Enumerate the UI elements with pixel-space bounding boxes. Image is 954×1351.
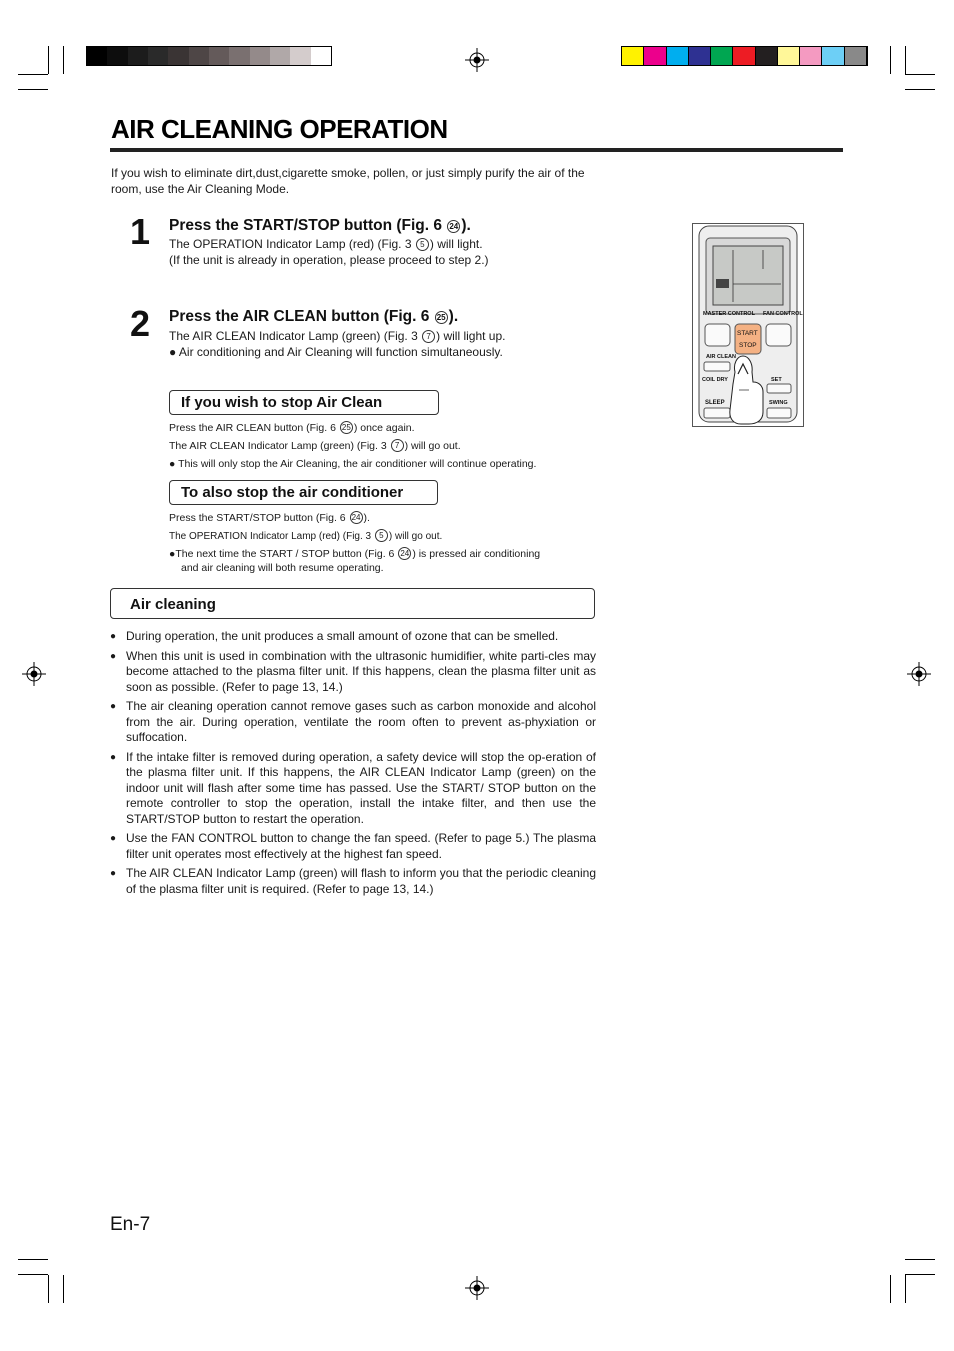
gray-swatch <box>107 47 127 65</box>
title-rule <box>110 148 843 152</box>
grayscale-calibration-bar <box>86 46 332 66</box>
step-2-heading-end: ). <box>448 308 459 325</box>
gray-swatch <box>290 47 310 65</box>
page-number: En-7 <box>110 1214 151 1235</box>
ref-number-icon: 7 <box>391 439 404 452</box>
color-swatch <box>822 47 844 65</box>
step-2-line-1-text: The AIR CLEAN Indicator Lamp (green) (Fig. 3 <box>169 329 422 343</box>
stop-ac-line-1-end: ). <box>363 512 370 524</box>
crop-mark-tr-v2 <box>905 46 906 74</box>
registration-mark-top-icon <box>465 48 489 72</box>
color-swatch <box>778 47 800 65</box>
stop-air-clean-heading: If you wish to stop Air Clean <box>169 390 439 415</box>
crop-mark-tr-h <box>905 74 935 75</box>
stop-air-clean-line-2-end: ) will go out. <box>404 440 461 452</box>
crop-mark-tl-v2 <box>63 46 64 74</box>
ref-number-icon: 5 <box>375 529 388 542</box>
air-cleaning-heading: Air cleaning <box>110 588 595 619</box>
crop-mark-bl-v2 <box>63 1275 64 1303</box>
ref-number-icon: 5 <box>416 238 429 251</box>
step-1-heading-text: Press the START/STOP button (Fig. 6 <box>169 217 447 234</box>
remote-controller-figure <box>692 223 804 427</box>
color-swatch <box>800 47 822 65</box>
page-title: AIR CLEANING OPERATION <box>111 114 448 144</box>
remote-label-start: START <box>737 330 758 337</box>
step-1-line-1-end: ) will light. <box>429 237 483 251</box>
step-number-1: 1 <box>130 211 151 252</box>
color-swatch <box>644 47 666 65</box>
stop-ac-line-3-text: ●The next time the START / STOP button (Fig. 6 <box>169 548 398 560</box>
crop-mark-bl-h2 <box>18 1274 48 1275</box>
stop-air-clean-line-2 <box>169 439 461 453</box>
remote-label-air-clean: AIR CLEAN <box>706 354 736 360</box>
crop-mark-bl-v <box>48 1275 49 1303</box>
stop-ac-line-3 <box>169 547 540 561</box>
crop-mark-br-h <box>905 1259 935 1260</box>
stop-ac-line-1 <box>169 511 370 525</box>
step-1-line-2: (If the unit is already in operation, please proceed to step 2.) <box>169 252 489 267</box>
step-1-line-1-text: The OPERATION Indicator Lamp (red) (Fig. 3 <box>169 237 415 251</box>
crop-mark-tl-v <box>48 46 49 74</box>
ref-number-icon: 24 <box>447 220 460 233</box>
color-swatch <box>622 47 644 65</box>
step-1-heading <box>169 217 471 235</box>
color-swatch <box>711 47 733 65</box>
step-2-body <box>169 329 505 360</box>
step-number-2: 2 <box>130 303 151 344</box>
ref-number-icon: 25 <box>435 311 448 324</box>
crop-mark-tl-h2 <box>18 89 48 90</box>
stop-ac-line-2 <box>169 529 442 544</box>
step-2-line-2: ● Air conditioning and Air Cleaning will function simultaneously. <box>169 344 503 359</box>
list-item: ● When this unit is used in combination with the ultrasonic humidifier, white parti-cles may become attached to the plasma filter unit. If this happens, clean the plasma filter unit as soon as possible. (Refer to page 13, 14.) <box>110 649 596 696</box>
remote-label-sleep: SLEEP <box>705 400 725 406</box>
stop-air-clean-line-1 <box>169 421 415 435</box>
crop-mark-br-v2 <box>905 1275 906 1303</box>
list-item: ● The air cleaning operation cannot remove gases such as carbon monoxide and alcohol from the air. During operation, ventilate the room often to prevent as-phyxiation or suffocation. <box>110 699 596 746</box>
stop-air-clean-line-1-end: ) once again. <box>353 422 415 434</box>
stop-ac-line-2-end: ) will go out. <box>388 531 443 542</box>
step-2-line-1 <box>169 329 505 345</box>
gray-swatch <box>87 47 107 65</box>
ref-number-icon: 24 <box>398 547 411 560</box>
registration-mark-right-icon <box>907 662 931 686</box>
gray-swatch <box>189 47 209 65</box>
remote-label-fan-control: FAN CONTROL <box>763 311 803 317</box>
stop-air-clean-line-2-text: The AIR CLEAN Indicator Lamp (green) (Fig. 3 <box>169 440 390 452</box>
crop-mark-tr-h2 <box>905 89 935 90</box>
gray-swatch <box>250 47 270 65</box>
gray-swatch <box>148 47 168 65</box>
gray-swatch <box>168 47 188 65</box>
gray-swatch <box>229 47 249 65</box>
color-swatch <box>667 47 689 65</box>
remote-label-stop: STOP <box>739 342 757 349</box>
remote-controller-illustration <box>693 224 803 426</box>
stop-air-clean-line-1-text: Press the AIR CLEAN button (Fig. 6 <box>169 422 339 434</box>
air-cleaning-bullet-list <box>110 629 596 901</box>
crop-mark-bl-h <box>18 1259 48 1260</box>
crop-mark-br-v <box>890 1275 891 1303</box>
ref-number-icon: 7 <box>422 330 435 343</box>
crop-mark-br-h2 <box>905 1274 935 1275</box>
step-1-line-1 <box>169 237 489 253</box>
color-swatch <box>689 47 711 65</box>
remote-label-set: SET <box>771 377 782 383</box>
color-swatch <box>733 47 755 65</box>
stop-ac-line-3-end: ) is pressed air conditioning <box>412 548 541 560</box>
stop-ac-heading: To also stop the air conditioner <box>169 480 438 505</box>
registration-mark-left-icon <box>22 662 46 686</box>
step-1-heading-end: ). <box>461 217 471 234</box>
color-swatch <box>756 47 778 65</box>
registration-mark-bottom-icon <box>465 1276 489 1300</box>
remote-label-coil-dry: COIL DRY <box>702 377 728 383</box>
step-1-body <box>169 237 489 268</box>
step-2-heading-text: Press the AIR CLEAN button (Fig. 6 <box>169 308 434 325</box>
gray-swatch <box>128 47 148 65</box>
ref-number-icon: 24 <box>350 511 363 524</box>
remote-label-swing: SWING <box>769 400 788 406</box>
gray-swatch <box>311 47 331 65</box>
stop-ac-line-4: and air cleaning will both resume operating. <box>181 562 384 574</box>
crop-mark-tl-h <box>18 74 48 75</box>
remote-label-master-control: MASTER CONTROL <box>703 311 755 317</box>
gray-swatch <box>209 47 229 65</box>
list-item: ● If the intake filter is removed during operation, a safety device will stop the op-eration of the plasma filter unit. If this happens, the AIR CLEAN Indicator Lamp (green) on the indoor unit will flash after some time has passed. Use the START/ STOP button on the remote controller to stop the operation, install the intake filter, and then use the START/STOP button to restart the operation. <box>110 750 596 828</box>
list-item: ● During operation, the unit produces a small amount of ozone that can be smelled. <box>110 629 596 645</box>
list-item: ● The AIR CLEAN Indicator Lamp (green) will flash to inform you that the periodic cleaning of the plasma filter unit is required. (Refer to page 13, 14.) <box>110 866 596 897</box>
gray-swatch <box>270 47 290 65</box>
list-item: ● Use the FAN CONTROL button to change the fan speed. (Refer to page 5.) The plasma filter unit operates most effectively at the highest fan speed. <box>110 831 596 862</box>
step-2-line-1-end: ) will light up. <box>436 329 506 343</box>
intro-text: If you wish to eliminate dirt,dust,cigarette smoke, pollen, or just simply purify the air of the room, use the Air Cleaning Mode. <box>111 166 585 196</box>
step-2-heading <box>169 308 458 326</box>
color-swatch <box>845 47 867 65</box>
stop-ac-line-2-text: The OPERATION Indicator Lamp (red) (Fig. 3 <box>169 531 374 542</box>
ref-number-icon: 25 <box>340 421 353 434</box>
crop-mark-tr-v <box>890 46 891 74</box>
stop-ac-line-1-text: Press the START/STOP button (Fig. 6 <box>169 512 349 524</box>
stop-air-clean-line-3: ● This will only stop the Air Cleaning, the air conditioner will continue operating. <box>169 458 537 470</box>
color-calibration-bar <box>621 46 868 66</box>
